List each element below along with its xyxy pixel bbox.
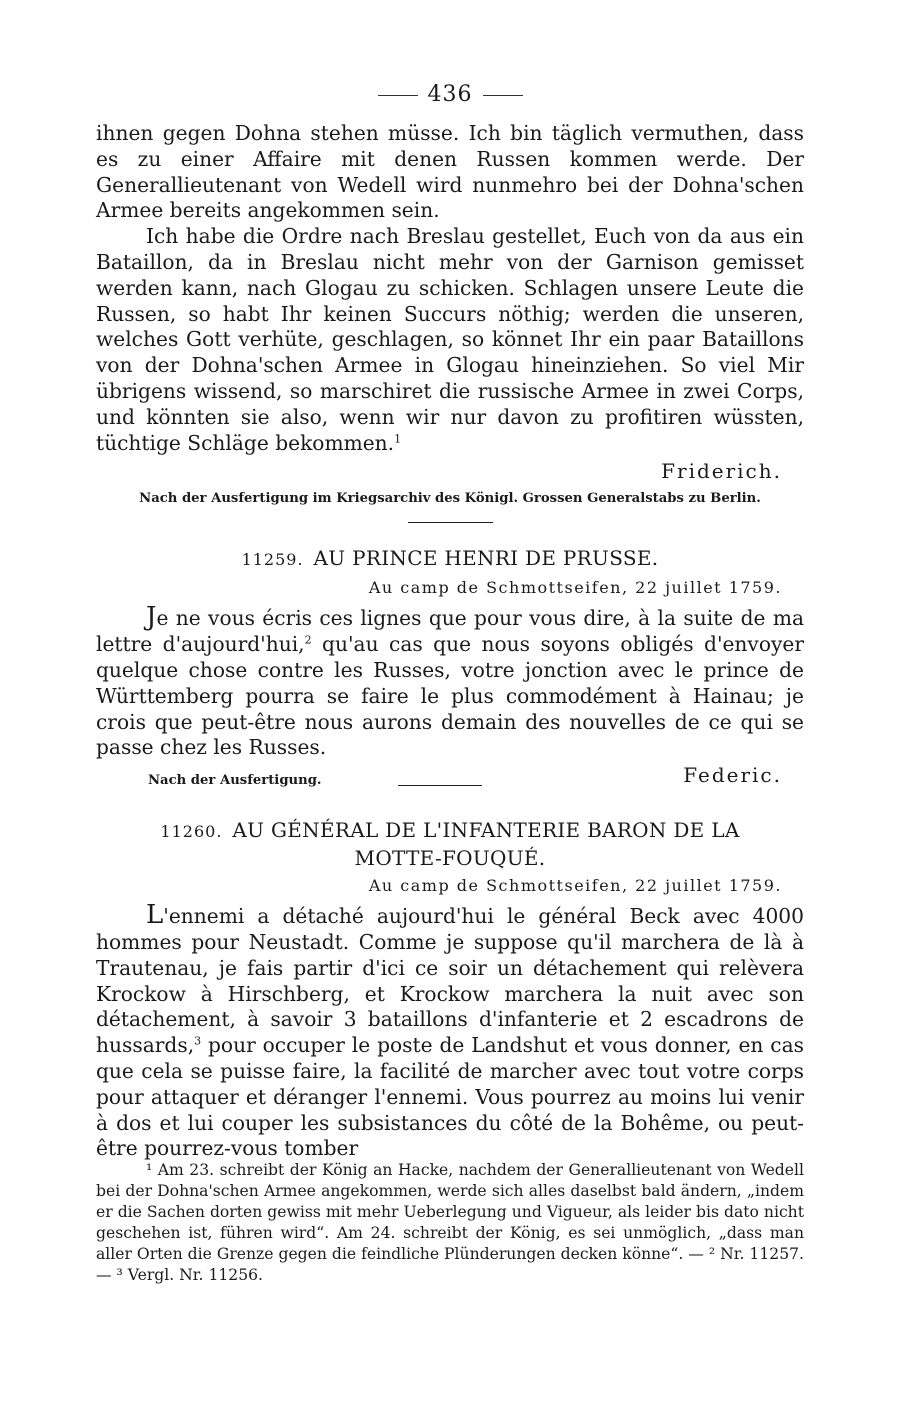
letter-heading-11260	[96, 817, 804, 871]
dateline-11259: Au camp de Schmottseifen, 22 juillet 1759.	[368, 578, 782, 598]
source-note-1: Nach der Ausfertigung im Kriegsarchiv des Königl. Grossen Generalstabs zu Berlin.	[139, 491, 761, 507]
page-number-value: 436	[427, 82, 473, 107]
letter-body-11260-b: pour occuper le poste de Landshut et vous donner, en cas que cela se puisse faire, la facilité de marcher avec tout votre corps pour attaquer et déranger l'ennemi. Vous pourrez au moins lui venir à dos et lui couper les subsistances du côté de la Bohême, ou peut-être pourrez-vous tomber	[96, 1033, 804, 1161]
footnote-mark-2: 2	[304, 633, 312, 647]
letter-body-11260	[96, 900, 804, 1162]
letter-title-11259: AU PRINCE HENRI DE PRUSSE.	[313, 546, 659, 571]
dateline-11260: Au camp de Schmottseifen, 22 juillet 1759.	[368, 876, 782, 896]
signature-federic: Federic.	[683, 763, 782, 788]
letter-number-11260: 11260.	[160, 822, 223, 842]
letter-body-11259-b: qu'au cas que nous soyons obligés d'envoyer quelque chose contre les Russes, votre jonction avec le prince de Württemberg pourra se faire le plus commodément à Hainau; je crois que peut-être nous aurons demain des nouvelles de ce qui se passe chez les Russes.	[96, 632, 804, 760]
dropcap-11259: J	[146, 602, 157, 633]
footnotes	[96, 1160, 804, 1286]
footnote-mark-3: 3	[194, 1034, 202, 1048]
letter-continued-paragraph-1: ihnen gegen Dohna stehen müsse. Ich bin täglich vermuthen, dass es zu einer Affaire mit denen Russen kommen werde. Der Generallieutenant von Wedell wird nunmehro bei der Dohna'schen Armee bereits angekommen sein.	[96, 121, 804, 223]
letter-body-11259-a: e ne vous écris ces lignes que pour vous dire, à la suite de ma lettre d'aujourd'hui,	[96, 606, 804, 657]
footnote-text: ¹ Am 23. schreibt der König an Hacke, nachdem der Generallieutenant von Wedell bei der Dohna'schen Armee angekommen, werde sich alles daselbst bald ändern, „indem er die Sachen dorten gewiss mit mehr Ueberlegung und Vigueur, als leider bis dato nicht geschehen ist, führen wird“. Am 24. schreibt der König, es sei unmöglich, „dass man aller Orten die Grenze gegen die feindliche Plünderungen decken könne“. — ² Nr. 11257. — ³ Vergl. Nr. 11256.	[96, 1161, 804, 1284]
page-body	[96, 82, 804, 1162]
letter-heading-11259	[96, 545, 804, 573]
footnote-mark-1: 1	[394, 431, 402, 445]
page-number-dash-right	[483, 95, 523, 96]
dropcap-11260: L	[146, 900, 164, 931]
section-divider-1	[408, 522, 493, 523]
letter-body-11259	[96, 602, 804, 761]
letter-continued-paragraph-2	[96, 224, 804, 456]
letter-heading-11260-line1	[96, 817, 804, 845]
source-note-2: Nach der Ausfertigung.	[148, 773, 322, 789]
signature-friderich: Friderich.	[661, 459, 782, 484]
letter-continued-paragraph-2-text: Ich habe die Ordre nach Breslau gestellet, Euch von da aus ein Bataillon, da in Breslau nicht mehr von der Garnison gemisset werden kann, nach Glogau zu schicken. Schlagen unsere Leute die Russen, so habt Ihr keinen Succurs nöthig; werden die unseren, welches Gott verhüte, geschlagen, so könnet Ihr ein paar Bataillons von der Dohna'schen Armee in Glogau hineinziehen. So viel Mir übrigens wissend, so marschiret die russische Armee in zwei Corps, und könnten sie also, wenn wir nur davon zu profitiren wüssten, tüchtige Schläge bekommen.	[96, 224, 804, 455]
letter-title-11260-line1: AU GÉNÉRAL DE L'INFANTERIE BARON DE LA	[232, 818, 740, 843]
letter-number-11259: 11259.	[241, 550, 304, 570]
page-number-dash-left	[378, 95, 418, 96]
sign-row-11259	[96, 763, 804, 791]
letter-title-11260-line2: MOTTE-FOUQUÉ.	[354, 846, 546, 871]
page-number	[96, 82, 804, 107]
section-divider-2	[398, 785, 482, 786]
letter-body-11260-a: 'ennemi a détaché aujourd'hui le général Beck avec 4000 hommes pour Neustadt. Comme je suppose qu'il marchera de là à Trautenau, je fais partir d'ici ce soir un détachement qui relèvera Krockow à Hirschberg, et Krockow marchera la nuit avec son détachement, à savoir 3 bataillons d'infanterie et 2 escadrons de hussards,	[96, 904, 804, 1058]
